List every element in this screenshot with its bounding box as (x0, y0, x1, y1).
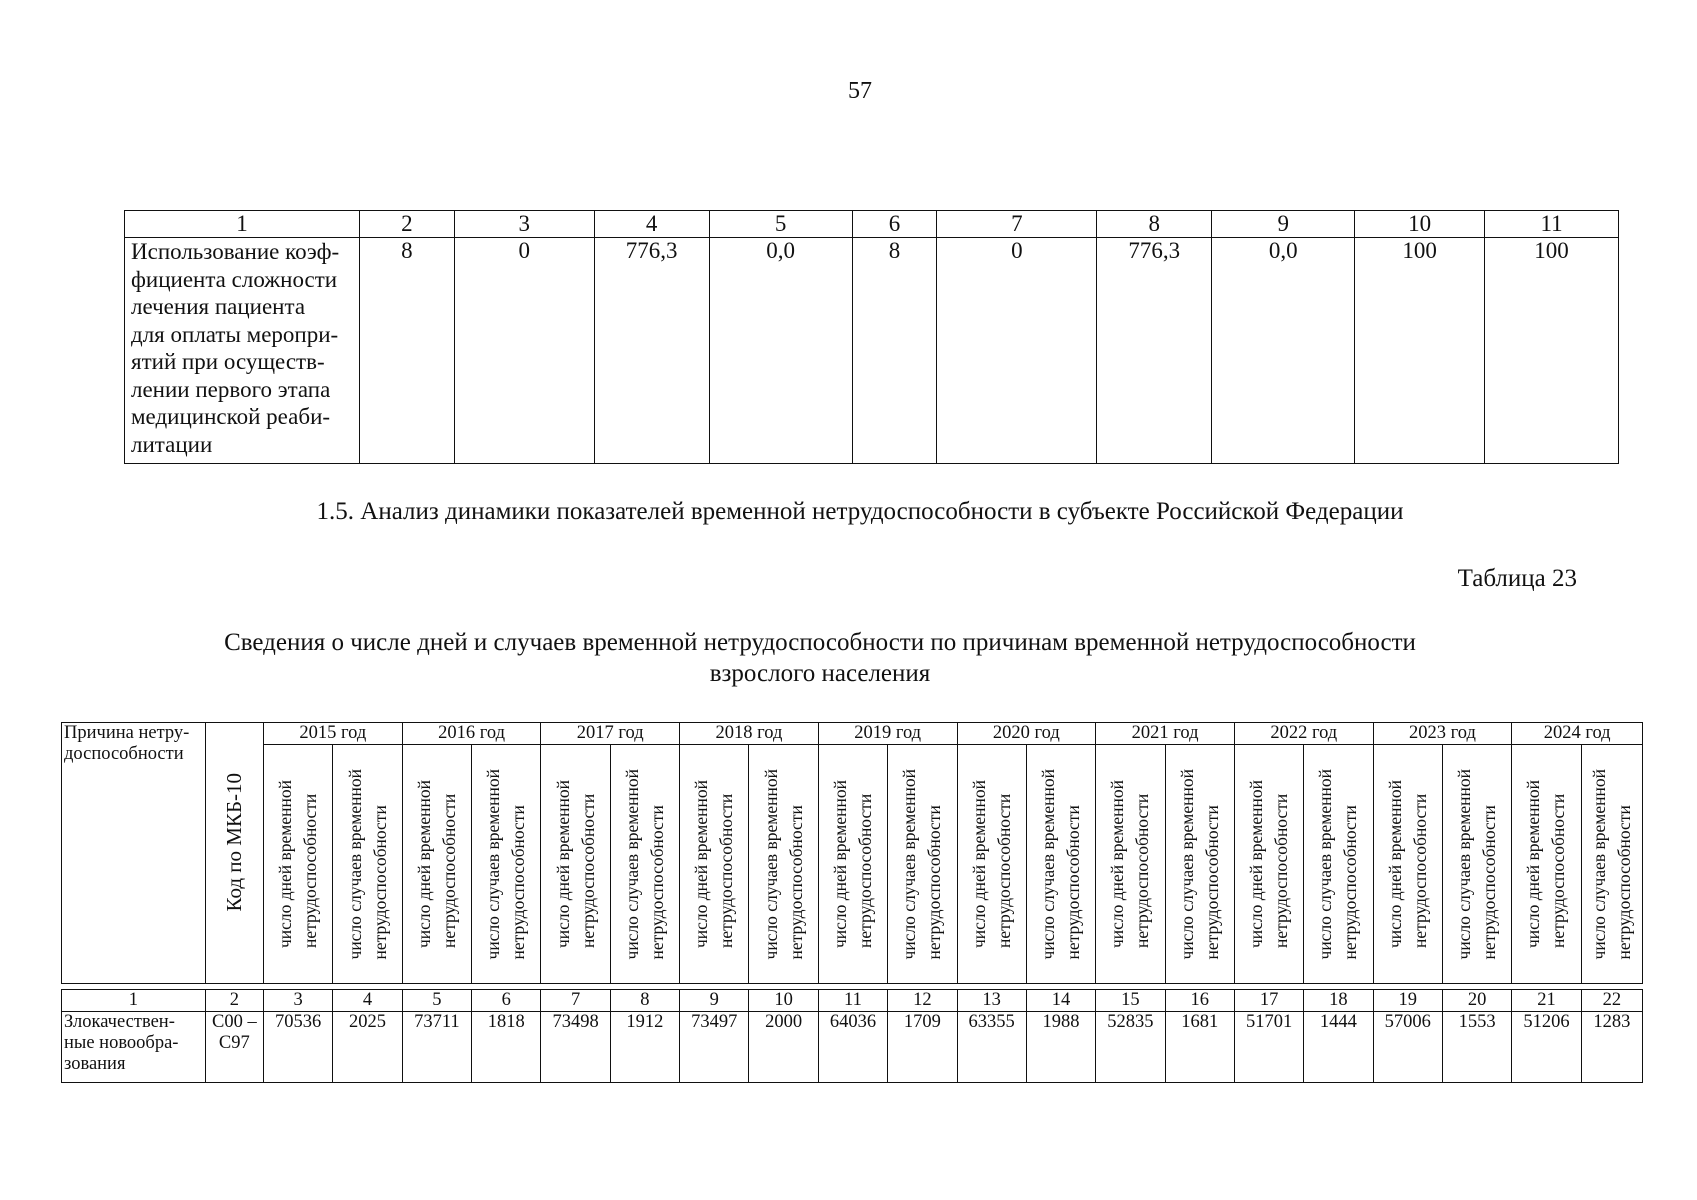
days-header (263, 745, 332, 984)
cases-header (610, 745, 679, 984)
column-number: 12 (888, 990, 957, 1012)
days-header-label: число дней временной нетрудоспособности (1523, 779, 1569, 949)
temporary-disability-table (61, 722, 1643, 1083)
year-header: 2018 год (680, 723, 819, 745)
section-heading: 1.5. Анализ динамики показателей временной нетрудоспособности в субъекте Российской Федерации (316, 498, 1404, 525)
table-cell: 57006 (1373, 1012, 1442, 1083)
table-cell: 1681 (1165, 1012, 1234, 1083)
column-number: 9 (680, 990, 749, 1012)
table-cell: 63355 (957, 1012, 1026, 1083)
cases-header (472, 745, 541, 984)
table-cell: 1818 (472, 1012, 541, 1083)
days-header (402, 745, 471, 984)
column-number: 3 (454, 211, 594, 238)
table-cell: 1553 (1442, 1012, 1511, 1083)
cases-header (333, 745, 402, 984)
days-header-label: число дней временной нетрудоспособности (829, 779, 875, 949)
cases-header-label: число случаев временной нетрудоспособности (621, 768, 667, 960)
days-header (1373, 745, 1442, 984)
column-number: 11 (818, 990, 887, 1012)
cases-header (888, 745, 957, 984)
column-number: 10 (749, 990, 818, 1012)
days-header (541, 745, 610, 984)
table-label: Таблица 23 (1457, 565, 1577, 592)
days-header-label: число дней временной нетрудоспособности (691, 779, 737, 949)
days-header (680, 745, 749, 984)
table-cell: 1709 (888, 1012, 957, 1083)
column-number: 1 (125, 211, 360, 238)
table-cell: 2000 (749, 1012, 818, 1083)
column-number: 22 (1581, 990, 1642, 1012)
table-caption (0, 627, 1640, 689)
year-header: 2021 год (1096, 723, 1235, 745)
column-number: 20 (1442, 990, 1511, 1012)
column-number: 8 (610, 990, 679, 1012)
column-number: 2 (359, 211, 454, 238)
column-number: 7 (937, 211, 1097, 238)
column-number: 21 (1512, 990, 1581, 1012)
days-header (1234, 745, 1303, 984)
table-cell: 73711 (402, 1012, 471, 1083)
cases-header-label: число случаев временной нетрудоспособности (760, 768, 806, 960)
column-number: 10 (1355, 211, 1485, 238)
cases-header-label: число случаев временной нетрудоспособности (899, 768, 945, 960)
cases-header-label: число случаев временной нетрудоспособности (1176, 768, 1222, 960)
year-header: 2020 год (957, 723, 1096, 745)
year-header: 2023 год (1373, 723, 1512, 745)
column-number: 9 (1212, 211, 1355, 238)
cases-header (749, 745, 818, 984)
table-row (125, 238, 1619, 464)
table-cell: 64036 (818, 1012, 887, 1083)
days-header-label: число дней временной нетрудоспособности (275, 779, 321, 949)
column-number-row (125, 211, 1619, 238)
days-header-label: число дней временной нетрудоспособности (968, 779, 1014, 949)
cases-header-label: число случаев временной нетрудоспособности (1588, 768, 1634, 960)
days-header-label: число дней временной нетрудоспособности (1384, 779, 1430, 949)
continuation-table (124, 210, 1619, 464)
column-number: 4 (594, 211, 709, 238)
table-cell: 776,3 (594, 238, 709, 464)
column-number: 13 (957, 990, 1026, 1012)
days-header-label: число дней временной нетрудоспособности (413, 779, 459, 949)
year-header: 2015 год (263, 723, 402, 745)
table-cell: 8 (852, 238, 937, 464)
table-cell: 73498 (541, 1012, 610, 1083)
days-header (818, 745, 887, 984)
table-cell: 1912 (610, 1012, 679, 1083)
column-number: 5 (402, 990, 471, 1012)
cause-header: Причина нетру- доспособности (62, 723, 206, 984)
table-cell: 1988 (1026, 1012, 1095, 1083)
days-header (1512, 745, 1581, 984)
column-number: 16 (1165, 990, 1234, 1012)
table-cell: 0 (937, 238, 1097, 464)
days-header (1096, 745, 1165, 984)
code-header (205, 723, 263, 984)
column-number: 8 (1097, 211, 1212, 238)
table-cell: 1444 (1304, 1012, 1373, 1083)
cases-header (1581, 745, 1642, 984)
year-header: 2024 год (1512, 723, 1643, 745)
table-caption-line: Сведения о числе дней и случаев временной нетрудоспособности по причинам временной нетрудоспособности взрослого населения (224, 629, 1416, 687)
table-cell: 51206 (1512, 1012, 1581, 1083)
page-number: 57 (848, 78, 872, 104)
table-row (62, 1012, 1643, 1083)
row-label: Использование коэф- фициента сложности лечения пациента для оплаты меропри- ятий при осуществ- лении первого этапа медицинской реаби- литации (125, 238, 360, 464)
row-label: Злокачествен- ные новообра- зования (62, 1012, 206, 1083)
table-cell: 0,0 (709, 238, 852, 464)
table-cell: 0 (454, 238, 594, 464)
table-cell: 8 (359, 238, 454, 464)
cases-header (1026, 745, 1095, 984)
table-cell: 100 (1485, 238, 1619, 464)
column-number: 14 (1026, 990, 1095, 1012)
column-number: 6 (472, 990, 541, 1012)
year-header-row (62, 723, 1643, 745)
cases-header-label: число случаев временной нетрудоспособности (1454, 768, 1500, 960)
column-number-row (62, 990, 1643, 1012)
table-cell: 73497 (680, 1012, 749, 1083)
cases-header (1165, 745, 1234, 984)
column-number: 18 (1304, 990, 1373, 1012)
days-header-label: число дней временной нетрудоспособности (1107, 779, 1153, 949)
cases-header (1442, 745, 1511, 984)
column-number: 2 (205, 990, 263, 1012)
icd-code: C00 – C97 (205, 1012, 263, 1083)
cases-header-label: число случаев временной нетрудоспособности (1315, 768, 1361, 960)
column-number: 7 (541, 990, 610, 1012)
code-header-label: Код по МКБ-10 (221, 772, 246, 912)
year-header: 2019 год (818, 723, 957, 745)
table-cell: 1283 (1581, 1012, 1642, 1083)
table-cell: 51701 (1234, 1012, 1303, 1083)
days-header-label: число дней временной нетрудоспособности (1246, 779, 1292, 949)
column-number: 19 (1373, 990, 1442, 1012)
column-number: 6 (852, 211, 937, 238)
days-header-label: число дней временной нетрудоспособности (552, 779, 598, 949)
cases-header-label: число случаев временной нетрудоспособности (344, 768, 390, 960)
days-header (957, 745, 1026, 984)
table-cell: 0,0 (1212, 238, 1355, 464)
table-cell: 100 (1355, 238, 1485, 464)
metric-header-row (62, 745, 1643, 984)
cases-header-label: число случаев временной нетрудоспособности (483, 768, 529, 960)
year-header: 2022 год (1234, 723, 1373, 745)
year-header: 2017 год (541, 723, 680, 745)
cases-header-label: число случаев временной нетрудоспособности (1038, 768, 1084, 960)
column-number: 11 (1485, 211, 1619, 238)
cases-header (1304, 745, 1373, 984)
table-cell: 70536 (263, 1012, 332, 1083)
table-cell: 776,3 (1097, 238, 1212, 464)
column-number: 15 (1096, 990, 1165, 1012)
table-cell: 52835 (1096, 1012, 1165, 1083)
year-header: 2016 год (402, 723, 541, 745)
column-number: 5 (709, 211, 852, 238)
column-number: 1 (62, 990, 206, 1012)
column-number: 4 (333, 990, 402, 1012)
column-number: 3 (263, 990, 332, 1012)
column-number: 17 (1234, 990, 1303, 1012)
table-cell: 2025 (333, 1012, 402, 1083)
